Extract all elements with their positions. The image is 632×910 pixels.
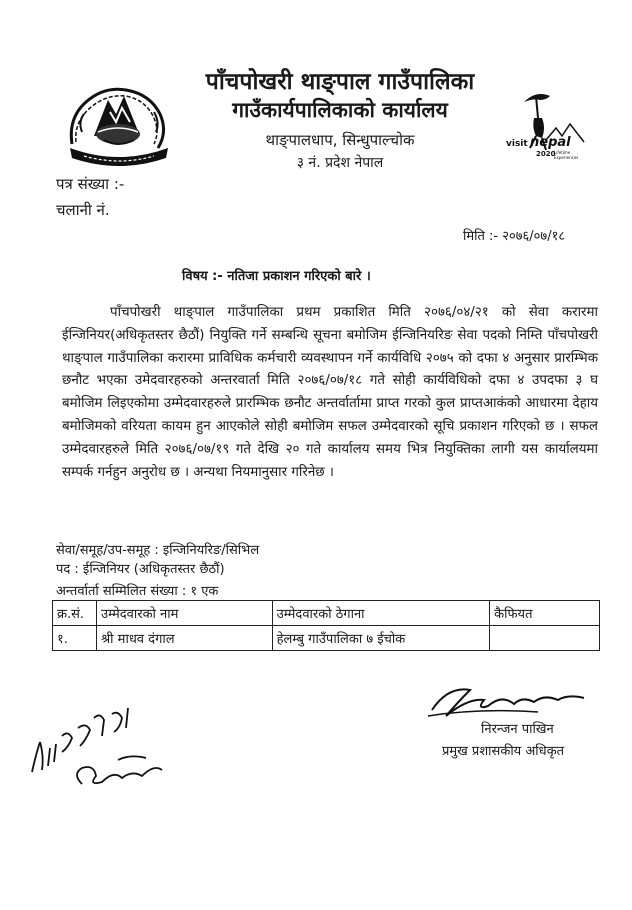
office-name: गाउँकार्यपालिकाको कार्यालय [232,98,448,122]
letter-number-label: पत्र संख्या :- [56,175,125,193]
cell-name: श्री माधव दंगाल [96,626,272,651]
officer-signature [418,680,598,724]
column-header-address: उम्मेदवारको ठेगाना [272,601,490,626]
letter-subject: विषय :- नतिजा प्रकाशन गरिएको बारे । [182,269,371,284]
signatory-title: प्रमुख प्रशासकीय अधिकृत [442,744,565,759]
candidate-table [52,600,600,651]
interview-count: अन्तर्वार्ता सम्मिलित संख्या : १ एक [56,584,219,599]
cell-remarks [490,626,600,651]
column-header-name: उम्मेदवारको नाम [96,601,272,626]
post-title: पद : ईन्जिनियर (अधिकृतस्तर छैठौं) [56,562,225,577]
handwritten-annotation [22,700,182,800]
letter-date: मिति :- २०७६/०७/१८ [463,229,566,244]
cell-address: हेलम्बु गाउँपालिका ७ ईचोक [272,626,490,651]
cell-sn: १. [53,626,97,651]
office-address: थाङ्पालधाप, सिन्धुपाल्चोक [265,131,415,149]
column-header-sn: क्र.सं. [53,601,97,626]
svg-text:Lifetime: Lifetime [554,150,571,155]
municipality-name: पाँचपोखरी थाङ्पाल गाउँपालिका [205,69,475,95]
province-line: ३ नं. प्रदेश नेपाल [296,155,384,171]
service-group: सेवा/समूह/उप-समूह : इन्जिनियरिङ/सिभिल [56,543,260,558]
column-header-remarks: कैफियत [490,601,600,626]
visit-nepal-logo-icon [496,88,588,166]
table-row [53,626,600,651]
signatory-name: निरन्जन पाखिन [481,722,554,737]
letter-body: पाँचपोखरी थाङ्पाल गाउँपालिका प्रथम प्रकाशित मिति २०७६/०४/२१ को सेवा करारमा ईन्जिनियर(अधिकृतस्तर छैठौं) नियुक्ति गर्ने सम्बन्धि सूचना बमोजिम ईन्जिनियरिङ सेवा पदको निम्ति पाँचपोखरी थाङ्पाल गाउँपालिका करारमा प्राविधिक कर्मचारी व्यवस्थापन गर्ने कार्यविधि २०७५ को दफा ४ अनुसार प्रारम्भिक छनौट भएका उमेदवारहरुको अन्तरवार्ता मिति २०७६/०७/१८ गते सोही कार्यविधिको दफा ४ उपदफा ३ घ बमोजिम लिइएकोमा उम्मेदवारहरुले प्रारम्भिक छनौट अन्तर्वार्तामा प्राप्त गरको कुल प्राप्तआकंको आधारमा देहाय बमोजिमको वरियता कायम हुन आएकोले सोही बमोजिम सफल उम्मेदवारको सूचि प्रकाशन गरिएको छ । सफल उम्मेदवारहरुले मिति २०७६/०७/१९ गते देखि २० गते कार्यालय समय भित्र नियुक्तिका लागी यस कार्यालयमा सम्पर्क गर्नहुन अनुरोध छ । अन्यथा नियमानुसार गरिनेछ । [62,305,598,480]
svg-text:nepal: nepal [530,135,571,150]
svg-text:2020: 2020 [536,150,556,158]
svg-text:visit: visit [506,139,528,149]
svg-text:Experiences: Experiences [554,155,579,160]
table-header-row [53,601,600,626]
dispatch-number-label: चलानी नं. [56,201,110,219]
